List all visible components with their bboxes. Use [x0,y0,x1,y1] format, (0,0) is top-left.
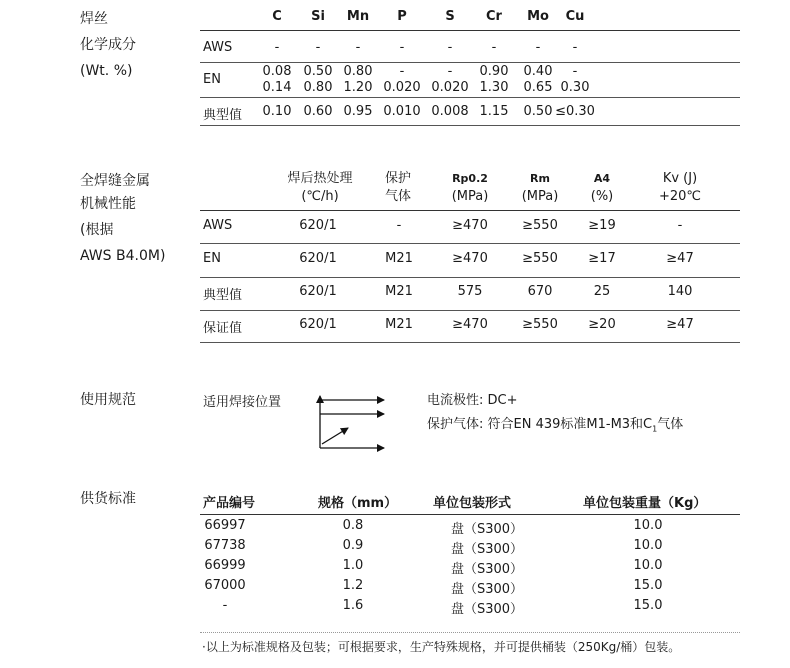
header-kv-line2: +20℃ [658,189,702,204]
section1-row-typical: 典型值 [203,108,243,123]
section1-label-line2: 化学成分 [80,37,136,53]
mech-row-name: AWS [203,218,233,233]
header-heat-line2: (℃/h) [301,189,339,204]
section1-header-rule [200,30,740,31]
supply-header-weight: 单位包装重量（Kg） [583,496,707,511]
supply-cell: 盘（S300） [450,602,524,617]
column-header-c: C [272,9,282,24]
mech-row-name: 典型值 [203,288,243,303]
header-a4 [582,170,622,206]
section2-label-line4: AWS B4.0M) [80,248,166,264]
header-rm [515,170,565,206]
section2-label-line2: 机械性能 [80,196,136,212]
chem-cell: 0.010 [383,104,421,119]
mech-cell-rp: ≥470 [452,317,488,332]
chem-cell: 0.50 0.80 [303,64,333,95]
row-rule [200,243,740,244]
supply-cell: 10.0 [633,558,663,573]
mech-cell-gas: M21 [385,284,413,299]
chem-cell: ≤0.30 [555,104,595,119]
header-gas-line2: 气体 [385,189,412,204]
column-header-mn: Mn [346,9,370,24]
supply-cell: 1.0 [342,558,364,573]
current-polarity: 电流极性: DC+ [427,393,518,408]
welding-position-diagram [310,390,390,454]
row-rule [200,97,740,98]
mech-cell-rm: ≥550 [522,218,558,233]
mech-cell-rm: 670 [527,284,553,299]
mech-cell-rm: ≥550 [522,317,558,332]
header-gas-line1: 保护 [385,171,412,186]
mech-cell-a: ≥19 [588,218,616,233]
section1-row-en: EN [203,72,221,87]
section1-row-aws: AWS [203,40,233,55]
mech-cell-heat: 620/1 [299,317,337,332]
mech-row-name: EN [203,251,221,266]
header-rm-line2: (MPa) [521,189,559,204]
chem-cell: - [399,40,405,55]
chem-cell: 0.08 0.14 [262,64,292,95]
section1-label-line1: 焊丝 [80,11,108,27]
row-rule [200,62,740,63]
column-header-si: Si [311,9,325,24]
column-header-cr: Cr [486,9,502,24]
chem-cell: - 0.020 [383,64,421,95]
mech-cell-rp: ≥470 [452,218,488,233]
section3-label: 使用规范 [80,392,136,408]
chem-cell: 0.90 1.30 [479,64,509,95]
mech-cell-a: ≥20 [588,317,616,332]
supply-cell: 10.0 [633,518,663,533]
mech-cell-heat: 620/1 [299,251,337,266]
chem-cell: - [572,40,578,55]
supply-cell: 10.0 [633,538,663,553]
chem-cell: - [355,40,361,55]
chem-cell: - [447,40,453,55]
mech-cell-kv: ≥47 [666,317,694,332]
mech-cell-rm: ≥550 [522,251,558,266]
header-rp02 [445,170,495,206]
mech-cell-kv: 140 [667,284,693,299]
mech-cell-rp: ≥470 [452,251,488,266]
chem-cell: 0.40 0.65 [523,64,553,95]
mech-cell-a: ≥17 [588,251,616,266]
supply-cell: 66999 [204,558,246,573]
supply-header-spec: 规格（mm） [318,496,398,511]
mech-cell-gas: - [396,218,402,233]
supply-header-product-no: 产品编号 [203,496,256,511]
section4-label: 供货标准 [80,491,136,507]
row-rule [200,342,740,343]
header-a-line2: (%) [590,189,614,204]
header-a-line1: A4 [593,172,611,185]
mech-cell-rp: 575 [457,284,483,299]
chem-cell: - [274,40,280,55]
supply-cell: 0.9 [342,538,364,553]
supply-cell: 1.2 [342,578,364,593]
chem-cell: - 0.020 [431,64,469,95]
chem-cell: 0.50 [523,104,553,119]
supply-cell: - [222,598,228,613]
shielding-gas-spec [427,413,683,434]
supply-cell: 1.6 [342,598,364,613]
chem-cell: 0.008 [431,104,469,119]
diagonal-arrow [322,428,348,444]
row-rule [200,310,740,311]
supply-cell: 15.0 [633,578,663,593]
mech-cell-heat: 620/1 [299,218,337,233]
header-kv [650,170,710,206]
mech-cell-kv: ≥47 [666,251,694,266]
chem-cell: 1.15 [479,104,509,119]
mech-cell-gas: M21 [385,251,413,266]
supply-cell: 盘（S300） [450,522,524,537]
chem-cell: 0.80 1.20 [343,64,373,95]
section2-label-line1: 全焊缝金属 [80,173,150,189]
header-heat-line1: 焊后热处理 [287,171,353,186]
welding-position-label: 适用焊接位置 [203,395,282,410]
supply-cell: 15.0 [633,598,663,613]
section2-header-rule [200,210,740,211]
chem-cell: 0.60 [303,104,333,119]
chem-cell: - [315,40,321,55]
row-rule [200,125,740,126]
chem-cell: 0.95 [343,104,373,119]
header-rp-line2: (MPa) [451,189,489,204]
column-header-s: S [445,9,455,24]
gas-spec-suffix: 气体 [657,417,684,432]
chem-cell: 0.10 [262,104,292,119]
row-rule [200,277,740,278]
footnote-rule [200,632,740,633]
supply-cell: 66997 [204,518,246,533]
supply-cell: 0.8 [342,518,364,533]
header-gas [385,170,411,206]
mech-cell-a: 25 [593,284,611,299]
column-header-cu: Cu [565,9,585,24]
mech-cell-heat: 620/1 [299,284,337,299]
supply-cell: 盘（S300） [450,562,524,577]
header-rm-line1: Rm [530,172,550,185]
header-rp-line1: Rp0.2 [452,172,488,185]
gas-spec-text: 保护气体: 符合EN 439标准M1-M3和C [427,417,653,432]
header-heat-treatment [275,170,365,206]
supply-cell: 67738 [204,538,246,553]
supply-cell: 盘（S300） [450,582,524,597]
chem-cell: - [535,40,541,55]
header-kv-line1: Kv (J) [662,171,698,186]
mech-cell-kv: - [677,218,683,233]
supply-cell: 盘（S300） [450,542,524,557]
gas-spec-subscript: 1 [652,424,658,434]
column-header-p: P [397,9,407,24]
section4-header-rule [200,514,740,515]
supply-cell: 67000 [204,578,246,593]
chem-cell: - [491,40,497,55]
section2-label-line3: (根据 [80,222,114,238]
footnote: ·以上为标准规格及包装；可根据要求，生产特殊规格，并可提供桶装（250Kg/桶）包装。 [202,640,681,654]
chem-cell: - 0.30 [560,64,590,95]
section1-label-line3: (Wt. %) [80,63,133,79]
supply-header-package: 单位包装形式 [433,496,512,511]
mech-cell-gas: M21 [385,317,413,332]
column-header-mo: Mo [527,9,549,24]
mech-row-name: 保证值 [203,321,243,336]
